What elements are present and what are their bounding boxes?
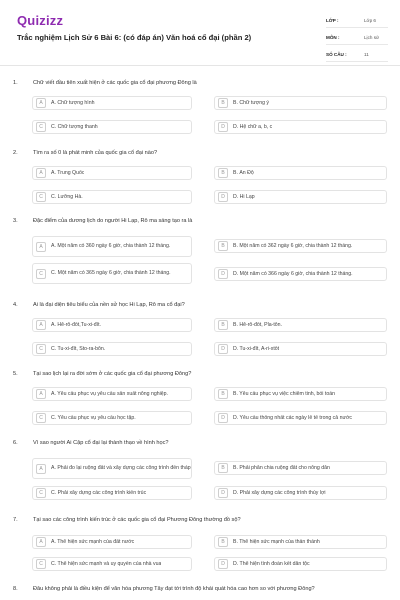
option-letter: D bbox=[218, 488, 228, 498]
option-c[interactable] bbox=[32, 190, 192, 204]
question-number: 3. bbox=[13, 218, 18, 224]
option-text: B. Hê-rô-đốt, Pla-tôn. bbox=[233, 321, 283, 328]
option-letter: D bbox=[218, 344, 228, 354]
option-d[interactable] bbox=[214, 120, 387, 134]
question-text: Tại sao các công trình kiến trúc ở các quốc gia cổ đại Phương Đông thường đồ sộ? bbox=[33, 517, 241, 523]
question-number: 7. bbox=[13, 517, 18, 523]
option-b[interactable] bbox=[214, 387, 387, 401]
option-letter: A bbox=[36, 168, 46, 178]
option-text: C. Yêu cầu phục vụ yêu cầu học tập. bbox=[51, 414, 136, 421]
option-a[interactable] bbox=[32, 236, 192, 257]
question-text: Tại sao lịch lại ra đời sớm ở các quốc gia cổ đại phương Đông? bbox=[33, 371, 192, 377]
quizizz-logo: Quizizz bbox=[17, 13, 64, 28]
option-b[interactable] bbox=[214, 535, 387, 549]
option-c[interactable] bbox=[32, 411, 192, 425]
meta-count bbox=[326, 47, 388, 62]
option-text: A. Yêu cầu phục vụ yêu cầu sản xuất nông nghiệp. bbox=[51, 390, 168, 397]
option-text: A. Trung Quốc bbox=[51, 169, 85, 176]
option-letter: C bbox=[36, 192, 46, 202]
option-text: B. Một năm có 362 ngày 6 giờ, chia thành 12 tháng. bbox=[233, 242, 353, 249]
option-text: A. Hê-rô-đốt,Tu-xi-đít. bbox=[51, 321, 101, 328]
option-letter: D bbox=[218, 192, 228, 202]
question-number: 5. bbox=[13, 371, 18, 377]
option-letter: A bbox=[36, 464, 46, 474]
option-c[interactable] bbox=[32, 342, 192, 356]
option-text: B. Chữ tượng ý bbox=[233, 99, 270, 106]
option-a[interactable] bbox=[32, 387, 192, 401]
option-text: C. Phải xây dựng các công trình kiến trúc bbox=[51, 489, 147, 496]
option-text: A. Một năm có 360 ngày 6 giờ, chia thành 12 tháng. bbox=[51, 243, 171, 249]
option-c[interactable] bbox=[32, 486, 192, 500]
option-text: A. Thể hiện sức mạnh của đất nước bbox=[51, 538, 135, 545]
option-text: D. Tu-xi-đít, A-ri-xtốt bbox=[233, 345, 280, 352]
option-letter: D bbox=[218, 122, 228, 132]
option-text: B. Yêu cầu phục vụ việc chiêm tinh, bói toán bbox=[233, 390, 335, 397]
meta-class-value: Lớp 6 bbox=[364, 17, 376, 23]
option-d[interactable] bbox=[214, 342, 387, 356]
option-text: D. Phải xây dựng các công trình thủy lợi bbox=[233, 489, 326, 496]
option-text: A. Chữ tượng hình bbox=[51, 99, 95, 106]
option-letter: A bbox=[36, 320, 46, 330]
meta-count-value: 11 bbox=[364, 51, 369, 57]
option-c[interactable] bbox=[32, 120, 192, 134]
option-a[interactable] bbox=[32, 166, 192, 180]
option-text: C. Tu-xi-đít, Sto-ra-bôn. bbox=[51, 345, 106, 352]
option-text: B. Phải phân chia ruộng đất cho nông dân bbox=[233, 464, 330, 471]
option-text: D. Thể hiện tình đoàn kết dân tộc bbox=[233, 560, 310, 567]
option-b[interactable] bbox=[214, 166, 387, 180]
option-b[interactable] bbox=[214, 239, 387, 253]
option-text: C. Chữ tượng thanh bbox=[51, 123, 98, 130]
question-text: Đâu không phải là điều kiện để văn hóa phương Tây đạt tới trình độ khái quát hóa cao hơn so với phương Đông? bbox=[33, 586, 315, 592]
option-letter: A bbox=[36, 389, 46, 399]
option-b[interactable] bbox=[214, 96, 387, 110]
question-number: 8. bbox=[13, 586, 18, 592]
question-number: 2. bbox=[13, 150, 18, 156]
meta-subject-value: Lịch sử bbox=[364, 34, 380, 40]
option-d[interactable] bbox=[214, 486, 387, 500]
option-letter: C bbox=[36, 488, 46, 498]
option-text: C. Lưỡng Hà. bbox=[51, 193, 83, 200]
option-text: B. Thể hiện sức mạnh của thần thánh bbox=[233, 538, 320, 545]
meta-count-label: SỐ CÂU : bbox=[326, 51, 347, 57]
worksheet-header bbox=[0, 0, 400, 62]
option-letter: B bbox=[218, 463, 228, 473]
option-text: D. Hi Lạp bbox=[233, 193, 255, 200]
option-letter: C bbox=[36, 559, 46, 569]
meta-class-label: LỚP : bbox=[326, 17, 339, 23]
option-a[interactable] bbox=[32, 318, 192, 332]
question-text: Chữ viết đầu tiên xuất hiện ở các quốc gia cổ đại phương Đông là bbox=[33, 80, 197, 86]
question-text: Tìm ra số 0 là phát minh của quốc gia cổ đại nào? bbox=[33, 150, 158, 156]
option-letter: B bbox=[218, 168, 228, 178]
option-letter: A bbox=[36, 242, 46, 252]
question-number: 6. bbox=[13, 440, 18, 446]
option-letter: C bbox=[36, 344, 46, 354]
option-letter: B bbox=[218, 389, 228, 399]
option-text: C. Một năm có 365 ngày 6 giờ, chia thành 12 tháng. bbox=[51, 270, 171, 276]
option-letter: A bbox=[36, 537, 46, 547]
option-letter: C bbox=[36, 413, 46, 423]
option-c[interactable] bbox=[32, 263, 192, 284]
option-d[interactable] bbox=[214, 411, 387, 425]
option-letter: B bbox=[218, 98, 228, 108]
worksheet-meta bbox=[326, 13, 388, 64]
option-d[interactable] bbox=[214, 190, 387, 204]
question-text: Đặc điểm của dương lịch do người Hi Lạp, Rô ma sáng tạo ra là bbox=[33, 218, 193, 224]
option-b[interactable] bbox=[214, 318, 387, 332]
option-text: D. Một năm có 366 ngày 6 giờ, chia thành 12 tháng. bbox=[233, 270, 353, 277]
option-letter: A bbox=[36, 98, 46, 108]
option-a[interactable] bbox=[32, 458, 192, 479]
meta-class bbox=[326, 13, 388, 28]
option-c[interactable] bbox=[32, 557, 192, 571]
option-letter: B bbox=[218, 320, 228, 330]
meta-subject bbox=[326, 30, 388, 45]
option-a[interactable] bbox=[32, 96, 192, 110]
question-number: 1. bbox=[13, 80, 18, 86]
option-letter: D bbox=[218, 559, 228, 569]
option-text: A. Phải đo lại ruộng đất và xây dựng các công trình đền tháp bbox=[51, 465, 191, 471]
option-d[interactable] bbox=[214, 267, 387, 281]
option-letter: D bbox=[218, 269, 228, 279]
option-text: D. Hệ chữ a, b, c bbox=[233, 123, 273, 130]
header-divider bbox=[0, 65, 400, 66]
option-letter: B bbox=[218, 537, 228, 547]
option-text: C. Thể hiện sức mạnh và uy quyền của nhà vua bbox=[51, 560, 162, 567]
option-letter: B bbox=[218, 241, 228, 251]
option-b[interactable] bbox=[214, 461, 387, 475]
worksheet-title: Trắc nghiệm Lịch Sử 6 Bài 6: (có đáp án) Văn hoá cổ đại (phần 2) bbox=[17, 33, 252, 42]
meta-subject-label: MÔN : bbox=[326, 34, 340, 40]
option-a[interactable] bbox=[32, 535, 192, 549]
question-text: Vì sao người Ai Cập cổ đại lại thành thạo về hình học? bbox=[33, 440, 169, 446]
option-letter: C bbox=[36, 122, 46, 132]
option-letter: C bbox=[36, 269, 46, 279]
option-letter: D bbox=[218, 413, 228, 423]
question-number: 4. bbox=[13, 302, 18, 308]
question-text: Ai là đại diện tiêu biểu của nền sử học Hi Lạp, Rô ma cổ đại? bbox=[33, 302, 185, 308]
option-text: B. Ấn Độ bbox=[233, 169, 254, 176]
option-d[interactable] bbox=[214, 557, 387, 571]
option-text: D. Yêu cầu thống nhất các ngày lễ tế trong cả nước bbox=[233, 414, 352, 421]
